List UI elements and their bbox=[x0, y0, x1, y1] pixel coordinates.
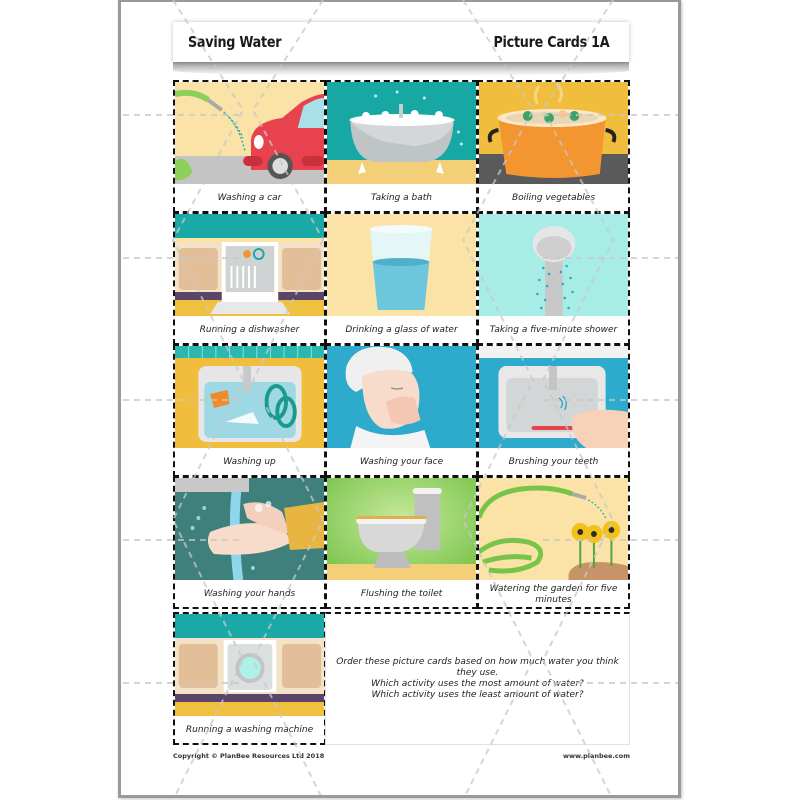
worksheet-subtitle: Picture Cards 1A bbox=[493, 33, 609, 51]
card-label: Running a washing machine bbox=[185, 725, 314, 735]
page-border bbox=[121, 0, 678, 2]
picture-card-running-dishwasher[interactable] bbox=[173, 212, 326, 345]
cooking-pot-icon bbox=[479, 82, 628, 184]
card-label: Washing a car bbox=[217, 193, 282, 203]
picture-card-washing-machine[interactable] bbox=[173, 612, 326, 745]
question-least-water: Which activity uses the least amount of water? bbox=[371, 690, 584, 700]
page-footer bbox=[173, 750, 630, 762]
worksheet-title: Saving Water bbox=[188, 33, 282, 51]
picture-card-brushing-teeth[interactable] bbox=[477, 344, 630, 477]
card-label: Watering the garden for five minutes bbox=[489, 583, 618, 605]
worksheet-page bbox=[118, 0, 681, 798]
instructions-box bbox=[325, 612, 630, 745]
card-label: Washing up bbox=[223, 457, 276, 467]
card-label: Washing your hands bbox=[203, 589, 296, 599]
garden-hose-icon bbox=[479, 478, 628, 580]
picture-card-washing-hands[interactable] bbox=[173, 476, 326, 609]
picture-card-washing-face[interactable] bbox=[325, 344, 478, 477]
toothbrush-icon bbox=[479, 346, 628, 448]
instruction-text: Order these picture cards based on how much water you think they use. bbox=[336, 657, 619, 678]
picture-card-flushing-toilet[interactable] bbox=[325, 476, 478, 609]
card-label: Running a dishwasher bbox=[199, 325, 300, 335]
picture-card-shower[interactable] bbox=[477, 212, 630, 345]
car-hose-icon bbox=[175, 82, 324, 184]
toilet-icon bbox=[327, 478, 476, 580]
page-header bbox=[173, 22, 629, 62]
website-link[interactable]: www.planbee.com bbox=[563, 752, 630, 760]
card-label: Brushing your teeth bbox=[508, 457, 599, 467]
picture-card-drinking-water[interactable] bbox=[325, 212, 478, 345]
header-shadow bbox=[173, 62, 629, 76]
picture-card-grid bbox=[173, 80, 630, 745]
card-label: Washing your face bbox=[359, 457, 444, 467]
bathtub-icon bbox=[327, 82, 476, 184]
picture-card-taking-bath[interactable] bbox=[325, 80, 478, 213]
hand-washing-icon bbox=[175, 478, 324, 580]
water-glass-icon bbox=[327, 214, 476, 316]
question-most-water: Which activity uses the most amount of water? bbox=[371, 679, 584, 689]
sink-dishes-icon bbox=[175, 346, 324, 448]
card-label: Boiling vegetables bbox=[511, 193, 596, 203]
copyright-text: Copyright © PlanBee Resources Ltd 2018 bbox=[173, 752, 325, 760]
picture-card-washing-car[interactable] bbox=[173, 80, 326, 213]
card-label: Taking a bath bbox=[371, 193, 432, 203]
card-label: Drinking a glass of water bbox=[345, 325, 458, 335]
picture-card-watering-garden[interactable] bbox=[477, 476, 630, 609]
card-label: Flushing the toilet bbox=[360, 589, 443, 599]
dishwasher-icon bbox=[175, 214, 324, 316]
washing-machine-icon bbox=[175, 614, 324, 716]
picture-card-washing-up[interactable] bbox=[173, 344, 326, 477]
card-label: Taking a five-minute shower bbox=[489, 325, 618, 335]
picture-card-boiling-vegetables[interactable] bbox=[477, 80, 630, 213]
face-washing-icon bbox=[327, 346, 476, 448]
shower-head-icon bbox=[479, 214, 628, 316]
